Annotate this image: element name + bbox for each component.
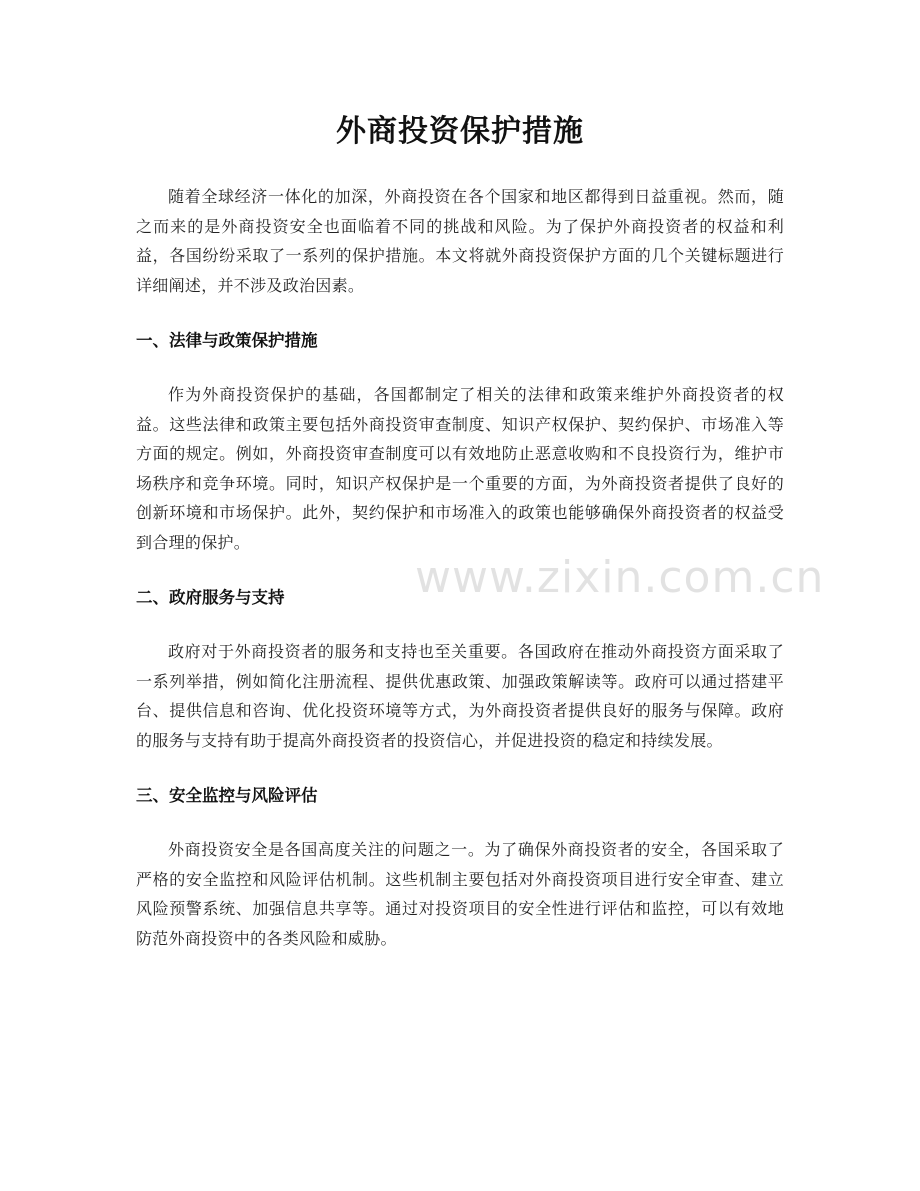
watermark: www.zixin.com.cn [415,552,825,603]
document-title: 外商投资保护措施 [336,114,584,149]
section-heading-legal: 一、法律与政策保护措施 [136,331,318,350]
section-body-government: 政府对于外商投资者的服务和支持也至关重要。各国政府在推动外商投资方面采取了一系列举措，例如简化注册流程、提供优惠政策、加强政策解读等。政府可以通过搭建平台、提供信息和咨询、优化投资环境等方式，为外商投资者提供良好的服务与保障。政府的服务与支持有助于提高外商投资者的投资信心，并促进投资的稳定和持续发展。 [136,642,784,750]
section-body-security: 外商投资安全是各国高度关注的问题之一。为了确保外商投资者的安全，各国采取了严格的安全监控和风险评估机制。这些机制主要包括对外商投资项目进行安全审查、建立风险预警系统、加强信息共享等。通过对投资项目的安全性进行评估和监控，可以有效地防范外商投资中的各类风险和威胁。 [136,840,784,948]
section-heading-government: 二、政府服务与支持 [136,588,285,607]
intro-paragraph: 随着全球经济一体化的加深，外商投资在各个国家和地区都得到日益重视。然而，随之而来的是外商投资安全也面临着不同的挑战和风险。为了保护外商投资者的权益和利益，各国纷纷采取了一系列的保护措施。本文将就外商投资保护方面的几个关键标题进行详细阐述，并不涉及政治因素。 [136,187,784,295]
section-body-legal: 作为外商投资保护的基础，各国都制定了相关的法律和政策来维护外商投资者的权益。这些法律和政策主要包括外商投资审查制度、知识产权保护、契约保护、市场准入等方面的规定。例如，外商投资审查制度可以有效地防止恶意收购和不良投资行为，维护市场秩序和竞争环境。同时，知识产权保护是一个重要的方面，为外商投资者提供了良好的创新环境和市场保护。此外，契约保护和市场准入的政策也能够确保外商投资者的权益受到合理的保护。 [136,385,784,552]
section-heading-security: 三、安全监控与风险评估 [136,786,318,805]
